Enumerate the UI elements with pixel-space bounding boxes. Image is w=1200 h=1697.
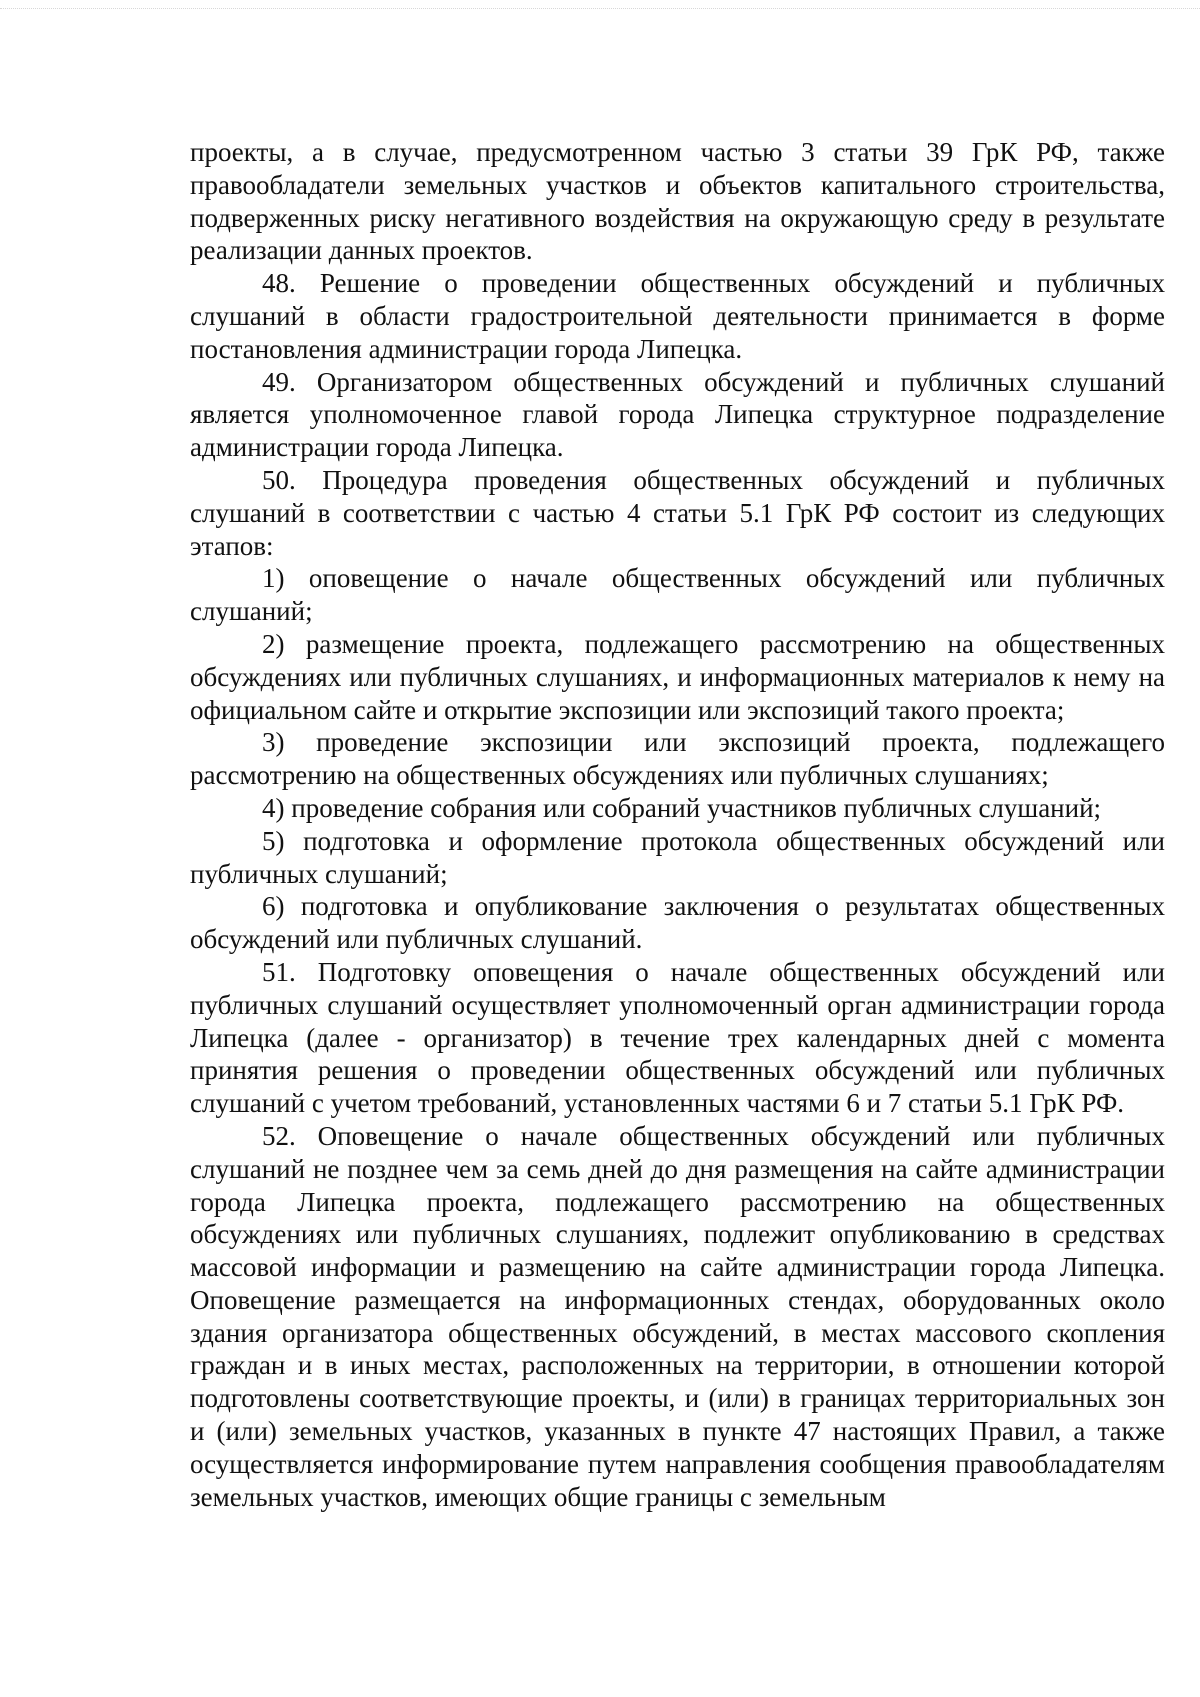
page-top-edge [0,8,1200,9]
paragraph-52: 52. Оповещение о начале общественных обсуждений или публичных слушаний не позднее чем за семь дней до дня размещения на сайте администрации города Липецка проекта, подлежащего рассмотрению на общественных обсуждениях или публичных слушаниях, подлежит опубликованию в средствах массовой информации и размещению на сайте администрации города Липецка. Оповещение размещается на информационных стендах, оборудованных около здания организатора общественных обсуждений, в местах массового скопления граждан и в иных местах, расположенных на территории, в отношении которой подготовлены соответствующие проекты, и (или) в границах территориальных зон и (или) земельных участков, указанных в пункте 47 настоящих Правил, а также осуществляется информирование путем направления сообщения правообладателям земельных участков, имеющих общие границы с земельным [190,1120,1165,1512]
list-item-6: 6) подготовка и опубликование заключения о результатах общественных обсуждений или публичных слушаний. [190,891,1165,955]
paragraph-continuation: проекты, а в случае, предусмотренном частью 3 статьи 39 ГрК РФ, также правообладатели земельных участков и объектов капитального строительства, подверженных риску негативного воздействия на окружающую среду в результате реализации данных проектов. [190,137,1165,266]
list-item-4: 4) проведение собрания или собраний участников публичных слушаний; [262,792,1102,823]
list-item-3: 3) проведение экспозиции или экспозиций проекта, подлежащего рассмотрению на общественных обсуждениях или публичных слушаниях; [190,727,1165,791]
paragraph-49: 49. Организатором общественных обсуждений и публичных слушаний является уполномоченное главой города Липецка структурное подразделение администрации города Липецка. [190,366,1165,463]
list-item-5: 5) подготовка и оформление протокола общественных обсуждений или публичных слушаний; [190,825,1165,889]
document-body [190,136,1165,1513]
paragraph-48: 48. Решение о проведении общественных обсуждений и публичных слушаний в области градостроительной деятельности принимается в форме постановления администрации города Липецка. [190,268,1165,364]
list-item-1: 1) оповещение о начале общественных обсуждений или публичных слушаний; [190,563,1165,627]
paragraph-51: 51. Подготовку оповещения о начале общественных обсуждений или публичных слушаний осуществляет уполномоченный орган администрации города Липецка (далее - организатор) в течение трех календарных дней с момента принятия решения о проведении общественных обсуждений или публичных слушаний с учетом требований, установленных частями 6 и 7 статьи 5.1 ГрК РФ. [190,956,1165,1119]
paragraph-50: 50. Процедура проведения общественных обсуждений и публичных слушаний в соответствии с частью 4 статьи 5.1 ГрК РФ состоит из следующих этапов: [190,464,1165,561]
list-item-2: 2) размещение проекта, подлежащего рассмотрению на общественных обсуждениях или публичных слушаниях, и информационных материалов к нему на официальном сайте и открытие экспозиции или экспозиций такого проекта; [190,628,1165,725]
